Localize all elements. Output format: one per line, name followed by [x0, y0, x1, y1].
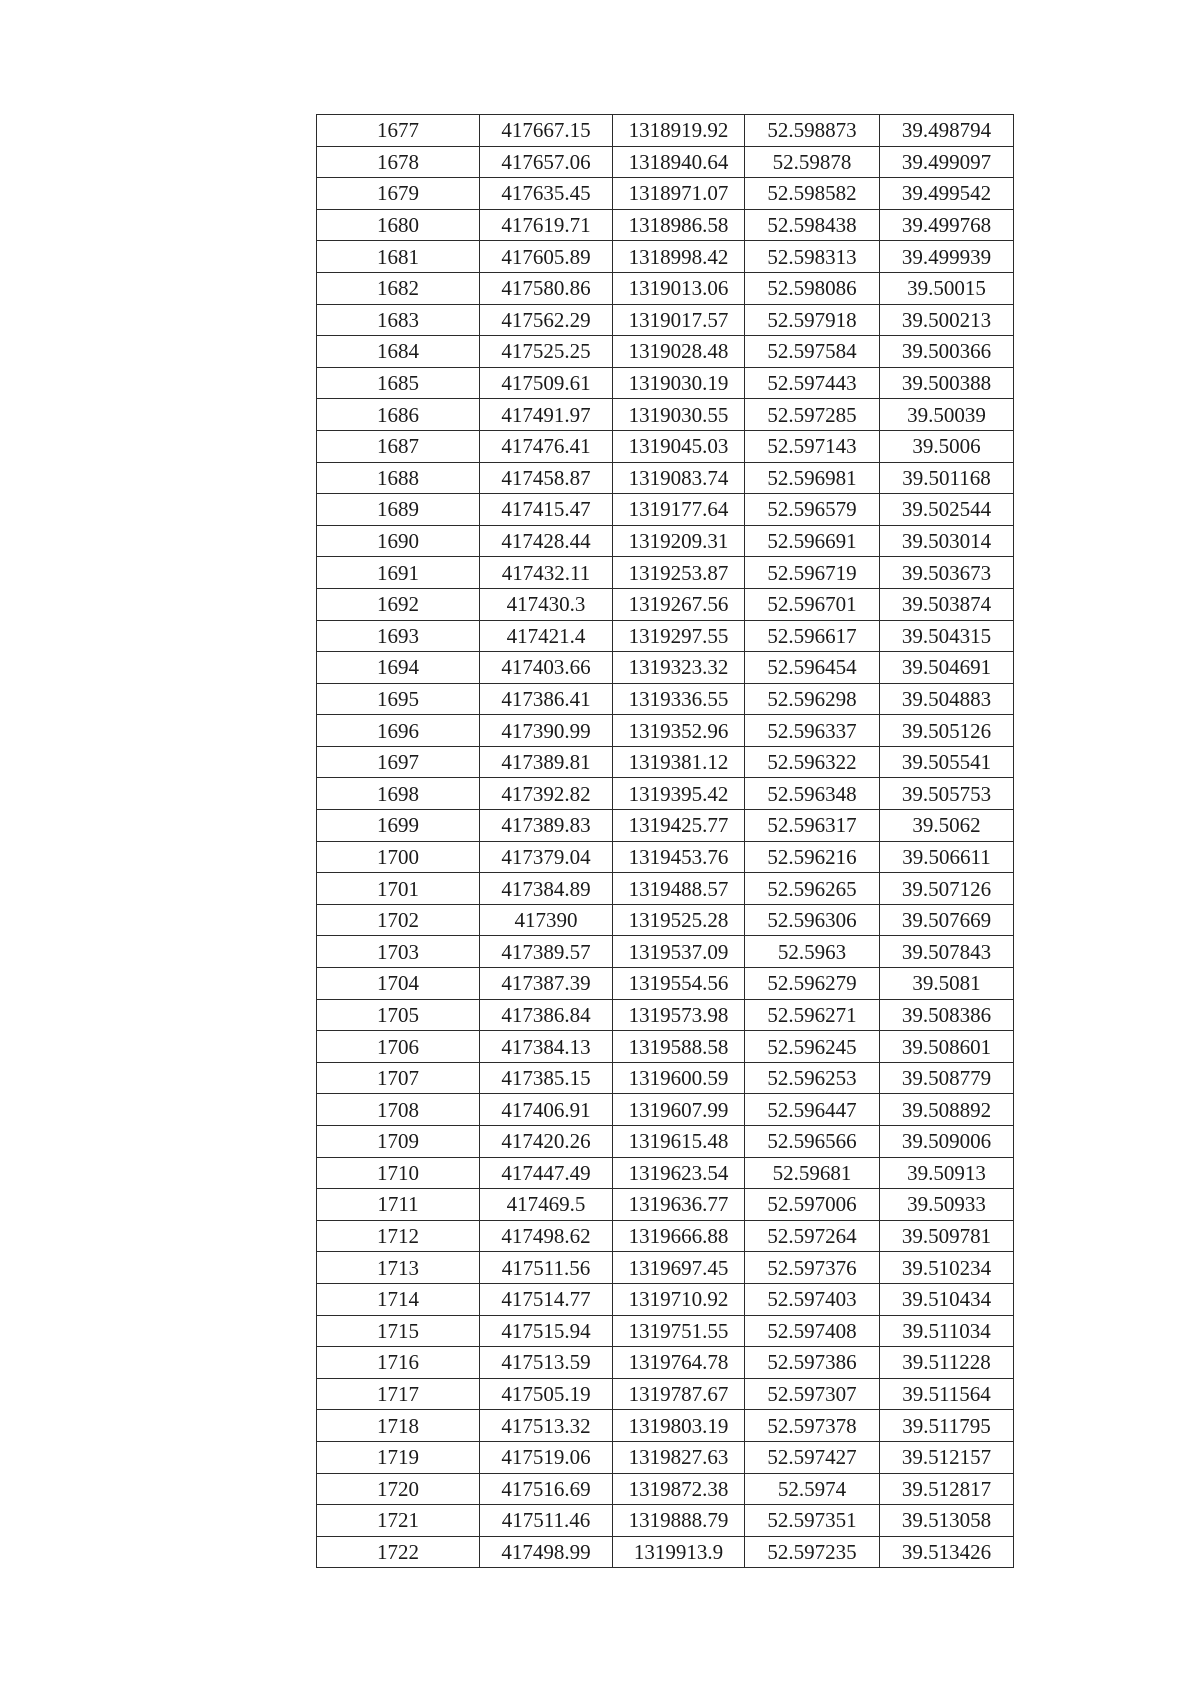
longitude-cell: 39.50913	[880, 1157, 1014, 1189]
table-row	[317, 462, 1014, 494]
table-row	[317, 936, 1014, 968]
table-row	[317, 683, 1014, 715]
y-coordinate-cell: 1319030.19	[613, 367, 745, 399]
longitude-cell: 39.500388	[880, 367, 1014, 399]
latitude-cell: 52.597376	[745, 1252, 880, 1284]
x-coordinate-cell: 417498.99	[480, 1536, 613, 1568]
point-number-cell: 1717	[317, 1378, 480, 1410]
point-number-cell: 1716	[317, 1347, 480, 1379]
longitude-cell: 39.502544	[880, 494, 1014, 526]
x-coordinate-cell: 417390	[480, 904, 613, 936]
x-coordinate-cell: 417428.44	[480, 525, 613, 557]
table-row	[317, 620, 1014, 652]
point-number-cell: 1694	[317, 652, 480, 684]
latitude-cell: 52.596245	[745, 1031, 880, 1063]
y-coordinate-cell: 1319888.79	[613, 1505, 745, 1537]
x-coordinate-cell: 417432.11	[480, 557, 613, 589]
table-row	[317, 367, 1014, 399]
y-coordinate-cell: 1319209.31	[613, 525, 745, 557]
latitude-cell: 52.596566	[745, 1126, 880, 1158]
latitude-cell: 52.596265	[745, 873, 880, 905]
latitude-cell: 52.596298	[745, 683, 880, 715]
table-row	[317, 841, 1014, 873]
longitude-cell: 39.511228	[880, 1347, 1014, 1379]
x-coordinate-cell: 417392.82	[480, 778, 613, 810]
point-number-cell: 1715	[317, 1315, 480, 1347]
table-row	[317, 873, 1014, 905]
table-row	[317, 1157, 1014, 1189]
longitude-cell: 39.504883	[880, 683, 1014, 715]
longitude-cell: 39.510434	[880, 1283, 1014, 1315]
longitude-cell: 39.500366	[880, 336, 1014, 368]
point-number-cell: 1680	[317, 209, 480, 241]
latitude-cell: 52.596454	[745, 652, 880, 684]
table-row	[317, 1189, 1014, 1221]
latitude-cell: 52.596701	[745, 588, 880, 620]
y-coordinate-cell: 1319267.56	[613, 588, 745, 620]
table-row	[317, 430, 1014, 462]
y-coordinate-cell: 1319666.88	[613, 1220, 745, 1252]
longitude-cell: 39.512817	[880, 1473, 1014, 1505]
x-coordinate-cell: 417491.97	[480, 399, 613, 431]
y-coordinate-cell: 1319764.78	[613, 1347, 745, 1379]
latitude-cell: 52.596719	[745, 557, 880, 589]
latitude-cell: 52.596216	[745, 841, 880, 873]
latitude-cell: 52.597235	[745, 1536, 880, 1568]
point-number-cell: 1722	[317, 1536, 480, 1568]
y-coordinate-cell: 1319013.06	[613, 272, 745, 304]
latitude-cell: 52.596322	[745, 746, 880, 778]
table-row	[317, 715, 1014, 747]
y-coordinate-cell: 1319751.55	[613, 1315, 745, 1347]
x-coordinate-cell: 417657.06	[480, 146, 613, 178]
point-number-cell: 1688	[317, 462, 480, 494]
table-row	[317, 1505, 1014, 1537]
point-number-cell: 1677	[317, 115, 480, 147]
y-coordinate-cell: 1319045.03	[613, 430, 745, 462]
table-row	[317, 178, 1014, 210]
y-coordinate-cell: 1319525.28	[613, 904, 745, 936]
table-row	[317, 115, 1014, 147]
point-number-cell: 1687	[317, 430, 480, 462]
table-row	[317, 1315, 1014, 1347]
latitude-cell: 52.597584	[745, 336, 880, 368]
point-number-cell: 1703	[317, 936, 480, 968]
longitude-cell: 39.507669	[880, 904, 1014, 936]
point-number-cell: 1704	[317, 968, 480, 1000]
x-coordinate-cell: 417635.45	[480, 178, 613, 210]
longitude-cell: 39.511795	[880, 1410, 1014, 1442]
x-coordinate-cell: 417389.83	[480, 810, 613, 842]
table-row	[317, 272, 1014, 304]
latitude-cell: 52.596617	[745, 620, 880, 652]
x-coordinate-cell: 417514.77	[480, 1283, 613, 1315]
x-coordinate-cell: 417447.49	[480, 1157, 613, 1189]
latitude-cell: 52.597918	[745, 304, 880, 336]
y-coordinate-cell: 1319028.48	[613, 336, 745, 368]
table-row	[317, 209, 1014, 241]
longitude-cell: 39.509781	[880, 1220, 1014, 1252]
longitude-cell: 39.499097	[880, 146, 1014, 178]
latitude-cell: 52.597408	[745, 1315, 880, 1347]
latitude-cell: 52.598438	[745, 209, 880, 241]
y-coordinate-cell: 1318986.58	[613, 209, 745, 241]
y-coordinate-cell: 1318919.92	[613, 115, 745, 147]
latitude-cell: 52.597403	[745, 1283, 880, 1315]
table-row	[317, 904, 1014, 936]
longitude-cell: 39.505753	[880, 778, 1014, 810]
longitude-cell: 39.5006	[880, 430, 1014, 462]
longitude-cell: 39.50933	[880, 1189, 1014, 1221]
y-coordinate-cell: 1319177.64	[613, 494, 745, 526]
latitude-cell: 52.598313	[745, 241, 880, 273]
point-number-cell: 1718	[317, 1410, 480, 1442]
point-number-cell: 1693	[317, 620, 480, 652]
x-coordinate-cell: 417386.84	[480, 999, 613, 1031]
y-coordinate-cell: 1318998.42	[613, 241, 745, 273]
y-coordinate-cell: 1319323.32	[613, 652, 745, 684]
latitude-cell: 52.597006	[745, 1189, 880, 1221]
y-coordinate-cell: 1319453.76	[613, 841, 745, 873]
longitude-cell: 39.5062	[880, 810, 1014, 842]
y-coordinate-cell: 1319697.45	[613, 1252, 745, 1284]
point-number-cell: 1709	[317, 1126, 480, 1158]
latitude-cell: 52.597443	[745, 367, 880, 399]
table-row	[317, 1126, 1014, 1158]
point-number-cell: 1719	[317, 1441, 480, 1473]
x-coordinate-cell: 417386.41	[480, 683, 613, 715]
table-row	[317, 968, 1014, 1000]
point-number-cell: 1681	[317, 241, 480, 273]
latitude-cell: 52.597378	[745, 1410, 880, 1442]
latitude-cell: 52.597427	[745, 1441, 880, 1473]
y-coordinate-cell: 1318940.64	[613, 146, 745, 178]
point-number-cell: 1679	[317, 178, 480, 210]
latitude-cell: 52.598873	[745, 115, 880, 147]
table-row	[317, 1031, 1014, 1063]
table-row	[317, 1536, 1014, 1568]
longitude-cell: 39.503014	[880, 525, 1014, 557]
longitude-cell: 39.503874	[880, 588, 1014, 620]
longitude-cell: 39.503673	[880, 557, 1014, 589]
longitude-cell: 39.508601	[880, 1031, 1014, 1063]
point-number-cell: 1720	[317, 1473, 480, 1505]
x-coordinate-cell: 417511.56	[480, 1252, 613, 1284]
table-row	[317, 1283, 1014, 1315]
longitude-cell: 39.510234	[880, 1252, 1014, 1284]
table-row	[317, 525, 1014, 557]
x-coordinate-cell: 417605.89	[480, 241, 613, 273]
point-number-cell: 1705	[317, 999, 480, 1031]
latitude-cell: 52.598086	[745, 272, 880, 304]
y-coordinate-cell: 1319425.77	[613, 810, 745, 842]
longitude-cell: 39.504315	[880, 620, 1014, 652]
x-coordinate-cell: 417430.3	[480, 588, 613, 620]
x-coordinate-cell: 417415.47	[480, 494, 613, 526]
latitude-cell: 52.5963	[745, 936, 880, 968]
point-number-cell: 1712	[317, 1220, 480, 1252]
point-number-cell: 1695	[317, 683, 480, 715]
x-coordinate-cell: 417667.15	[480, 115, 613, 147]
y-coordinate-cell: 1319537.09	[613, 936, 745, 968]
longitude-cell: 39.5081	[880, 968, 1014, 1000]
longitude-cell: 39.513426	[880, 1536, 1014, 1568]
latitude-cell: 52.597386	[745, 1347, 880, 1379]
longitude-cell: 39.50039	[880, 399, 1014, 431]
point-number-cell: 1708	[317, 1094, 480, 1126]
point-number-cell: 1689	[317, 494, 480, 526]
point-number-cell: 1685	[317, 367, 480, 399]
table-row	[317, 304, 1014, 336]
x-coordinate-cell: 417515.94	[480, 1315, 613, 1347]
longitude-cell: 39.500213	[880, 304, 1014, 336]
y-coordinate-cell: 1319600.59	[613, 1062, 745, 1094]
x-coordinate-cell: 417511.46	[480, 1505, 613, 1537]
table-row	[317, 652, 1014, 684]
point-number-cell: 1682	[317, 272, 480, 304]
table-row	[317, 1473, 1014, 1505]
x-coordinate-cell: 417469.5	[480, 1189, 613, 1221]
longitude-cell: 39.504691	[880, 652, 1014, 684]
latitude-cell: 52.596306	[745, 904, 880, 936]
coordinates-table	[316, 114, 1014, 1568]
table-row	[317, 1062, 1014, 1094]
table-row	[317, 1378, 1014, 1410]
x-coordinate-cell: 417406.91	[480, 1094, 613, 1126]
table-row	[317, 1347, 1014, 1379]
latitude-cell: 52.59681	[745, 1157, 880, 1189]
y-coordinate-cell: 1319588.58	[613, 1031, 745, 1063]
longitude-cell: 39.499768	[880, 209, 1014, 241]
x-coordinate-cell: 417389.81	[480, 746, 613, 778]
table-row	[317, 810, 1014, 842]
x-coordinate-cell: 417387.39	[480, 968, 613, 1000]
point-number-cell: 1698	[317, 778, 480, 810]
latitude-cell: 52.5974	[745, 1473, 880, 1505]
longitude-cell: 39.506611	[880, 841, 1014, 873]
longitude-cell: 39.505126	[880, 715, 1014, 747]
longitude-cell: 39.50015	[880, 272, 1014, 304]
latitude-cell: 52.596691	[745, 525, 880, 557]
y-coordinate-cell: 1319083.74	[613, 462, 745, 494]
point-number-cell: 1701	[317, 873, 480, 905]
x-coordinate-cell: 417562.29	[480, 304, 613, 336]
longitude-cell: 39.511034	[880, 1315, 1014, 1347]
longitude-cell: 39.507843	[880, 936, 1014, 968]
y-coordinate-cell: 1319787.67	[613, 1378, 745, 1410]
x-coordinate-cell: 417513.32	[480, 1410, 613, 1442]
latitude-cell: 52.597307	[745, 1378, 880, 1410]
longitude-cell: 39.512157	[880, 1441, 1014, 1473]
table-row	[317, 1441, 1014, 1473]
x-coordinate-cell: 417420.26	[480, 1126, 613, 1158]
table-row	[317, 746, 1014, 778]
longitude-cell: 39.509006	[880, 1126, 1014, 1158]
point-number-cell: 1700	[317, 841, 480, 873]
x-coordinate-cell: 417525.25	[480, 336, 613, 368]
longitude-cell: 39.501168	[880, 462, 1014, 494]
x-coordinate-cell: 417516.69	[480, 1473, 613, 1505]
y-coordinate-cell: 1319030.55	[613, 399, 745, 431]
x-coordinate-cell: 417385.15	[480, 1062, 613, 1094]
point-number-cell: 1697	[317, 746, 480, 778]
latitude-cell: 52.596981	[745, 462, 880, 494]
x-coordinate-cell: 417580.86	[480, 272, 613, 304]
x-coordinate-cell: 417384.13	[480, 1031, 613, 1063]
y-coordinate-cell: 1319297.55	[613, 620, 745, 652]
table-row	[317, 399, 1014, 431]
y-coordinate-cell: 1319336.55	[613, 683, 745, 715]
x-coordinate-cell: 417384.89	[480, 873, 613, 905]
table-row	[317, 241, 1014, 273]
x-coordinate-cell: 417389.57	[480, 936, 613, 968]
point-number-cell: 1713	[317, 1252, 480, 1284]
y-coordinate-cell: 1318971.07	[613, 178, 745, 210]
table-row	[317, 588, 1014, 620]
y-coordinate-cell: 1319615.48	[613, 1126, 745, 1158]
latitude-cell: 52.596579	[745, 494, 880, 526]
x-coordinate-cell: 417519.06	[480, 1441, 613, 1473]
latitude-cell: 52.596317	[745, 810, 880, 842]
y-coordinate-cell: 1319803.19	[613, 1410, 745, 1442]
latitude-cell: 52.59878	[745, 146, 880, 178]
longitude-cell: 39.499939	[880, 241, 1014, 273]
y-coordinate-cell: 1319872.38	[613, 1473, 745, 1505]
x-coordinate-cell: 417421.4	[480, 620, 613, 652]
point-number-cell: 1696	[317, 715, 480, 747]
table-row	[317, 494, 1014, 526]
longitude-cell: 39.513058	[880, 1505, 1014, 1537]
longitude-cell: 39.508779	[880, 1062, 1014, 1094]
y-coordinate-cell: 1319623.54	[613, 1157, 745, 1189]
point-number-cell: 1686	[317, 399, 480, 431]
x-coordinate-cell: 417379.04	[480, 841, 613, 873]
latitude-cell: 52.596253	[745, 1062, 880, 1094]
point-number-cell: 1706	[317, 1031, 480, 1063]
latitude-cell: 52.597351	[745, 1505, 880, 1537]
point-number-cell: 1702	[317, 904, 480, 936]
point-number-cell: 1690	[317, 525, 480, 557]
point-number-cell: 1692	[317, 588, 480, 620]
x-coordinate-cell: 417513.59	[480, 1347, 613, 1379]
x-coordinate-cell: 417509.61	[480, 367, 613, 399]
x-coordinate-cell: 417458.87	[480, 462, 613, 494]
point-number-cell: 1699	[317, 810, 480, 842]
y-coordinate-cell: 1319573.98	[613, 999, 745, 1031]
table-row	[317, 1094, 1014, 1126]
y-coordinate-cell: 1319710.92	[613, 1283, 745, 1315]
x-coordinate-cell: 417498.62	[480, 1220, 613, 1252]
y-coordinate-cell: 1319636.77	[613, 1189, 745, 1221]
x-coordinate-cell: 417390.99	[480, 715, 613, 747]
x-coordinate-cell: 417505.19	[480, 1378, 613, 1410]
y-coordinate-cell: 1319488.57	[613, 873, 745, 905]
table-row	[317, 557, 1014, 589]
latitude-cell: 52.597264	[745, 1220, 880, 1252]
y-coordinate-cell: 1319554.56	[613, 968, 745, 1000]
point-number-cell: 1721	[317, 1505, 480, 1537]
latitude-cell: 52.597143	[745, 430, 880, 462]
x-coordinate-cell: 417476.41	[480, 430, 613, 462]
point-number-cell: 1707	[317, 1062, 480, 1094]
x-coordinate-cell: 417403.66	[480, 652, 613, 684]
point-number-cell: 1691	[317, 557, 480, 589]
y-coordinate-cell: 1319253.87	[613, 557, 745, 589]
y-coordinate-cell: 1319352.96	[613, 715, 745, 747]
y-coordinate-cell: 1319395.42	[613, 778, 745, 810]
latitude-cell: 52.598582	[745, 178, 880, 210]
latitude-cell: 52.597285	[745, 399, 880, 431]
table-row	[317, 1410, 1014, 1442]
point-number-cell: 1683	[317, 304, 480, 336]
point-number-cell: 1711	[317, 1189, 480, 1221]
y-coordinate-cell: 1319607.99	[613, 1094, 745, 1126]
table-row	[317, 1220, 1014, 1252]
longitude-cell: 39.511564	[880, 1378, 1014, 1410]
table-row	[317, 1252, 1014, 1284]
point-number-cell: 1684	[317, 336, 480, 368]
coordinates-table-body	[317, 115, 1014, 1568]
latitude-cell: 52.596447	[745, 1094, 880, 1126]
longitude-cell: 39.507126	[880, 873, 1014, 905]
x-coordinate-cell: 417619.71	[480, 209, 613, 241]
longitude-cell: 39.499542	[880, 178, 1014, 210]
latitude-cell: 52.596271	[745, 999, 880, 1031]
point-number-cell: 1678	[317, 146, 480, 178]
point-number-cell: 1710	[317, 1157, 480, 1189]
longitude-cell: 39.505541	[880, 746, 1014, 778]
table-row	[317, 336, 1014, 368]
table-row	[317, 999, 1014, 1031]
latitude-cell: 52.596337	[745, 715, 880, 747]
point-number-cell: 1714	[317, 1283, 480, 1315]
longitude-cell: 39.508386	[880, 999, 1014, 1031]
table-row	[317, 778, 1014, 810]
y-coordinate-cell: 1319017.57	[613, 304, 745, 336]
latitude-cell: 52.596279	[745, 968, 880, 1000]
y-coordinate-cell: 1319381.12	[613, 746, 745, 778]
latitude-cell: 52.596348	[745, 778, 880, 810]
table-row	[317, 146, 1014, 178]
y-coordinate-cell: 1319827.63	[613, 1441, 745, 1473]
longitude-cell: 39.498794	[880, 115, 1014, 147]
y-coordinate-cell: 1319913.9	[613, 1536, 745, 1568]
longitude-cell: 39.508892	[880, 1094, 1014, 1126]
